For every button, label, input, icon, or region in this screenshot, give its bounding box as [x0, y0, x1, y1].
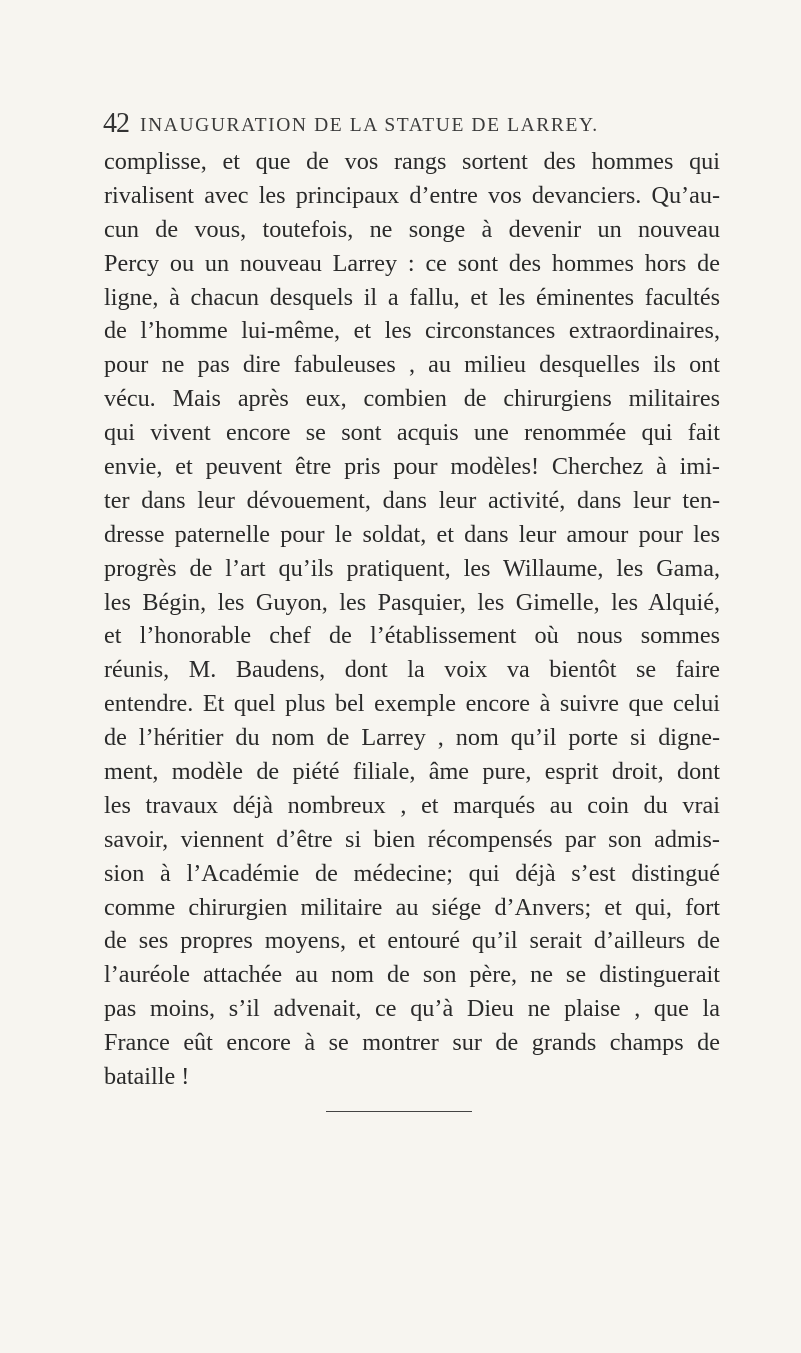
- text-line: Percy ou un nouveau Larrey : ce sont des hommes hors de: [104, 249, 720, 277]
- text-line: envie, et peuvent être pris pour modèles! Cherchez à imi-: [104, 453, 720, 481]
- text-line: ligne, à chacun desquels il a fallu, et les éminentes facultés: [104, 283, 720, 311]
- text-line: cun de vous, toutefois, ne songe à devenir un nouveau: [104, 215, 720, 243]
- text-line: réunis, M. Baudens, dont la voix va bientôt se faire: [104, 656, 720, 684]
- text-line: de l’homme lui-même, et les circonstances extraordinaires,: [104, 317, 720, 345]
- text-line: de l’héritier du nom de Larrey , nom qu’il porte si digne-: [104, 724, 720, 752]
- text-line: progrès de l’art qu’ils pratiquent, les Willaume, les Gama,: [104, 554, 720, 582]
- text-line: et l’honorable chef de l’établissement où nous sommes: [104, 622, 720, 650]
- text-line: France eût encore à se montrer sur de grands champs de: [104, 1029, 720, 1057]
- text-line: qui vivent encore se sont acquis une renommée qui fait: [104, 419, 720, 447]
- text-line: complisse, et que de vos rangs sortent des hommes qui: [104, 148, 720, 175]
- section-divider-rule: [326, 1111, 472, 1112]
- text-line: ter dans leur dévouement, dans leur activité, dans leur ten-: [104, 486, 720, 514]
- page-number: 42: [103, 108, 129, 139]
- text-line: pas moins, s’il advenait, ce qu’à Dieu ne plaise , que la: [104, 995, 720, 1023]
- text-line: de ses propres moyens, et entouré qu’il serait d’ailleurs de: [104, 927, 720, 955]
- text-line: les Bégin, les Guyon, les Pasquier, les Gimelle, les Alquié,: [104, 588, 720, 616]
- page-header: [103, 104, 723, 144]
- text-line: ment, modèle de piété filiale, âme pure, esprit droit, dont: [104, 758, 720, 786]
- text-line: dresse paternelle pour le soldat, et dans leur amour pour les: [104, 520, 720, 548]
- running-head: INAUGURATION DE LA STATUE DE LARREY.: [140, 115, 599, 136]
- text-line: les travaux déjà nombreux , et marqués au coin du vrai: [104, 791, 720, 819]
- text-line: comme chirurgien militaire au siége d’Anvers; et qui, fort: [104, 893, 720, 921]
- text-line: sion à l’Académie de médecine; qui déjà s’est distingué: [104, 859, 720, 887]
- text-line: rivalisent avec les principaux d’entre vos devanciers. Qu’au-: [104, 181, 720, 209]
- text-line: savoir, viennent d’être si bien récompensés par son admis-: [104, 825, 720, 853]
- text-line: l’auréole attachée au nom de son père, ne se distinguerait: [104, 961, 720, 989]
- text-line: pour ne pas dire fabuleuses , au milieu desquelles ils ont: [104, 351, 720, 379]
- text-line-last: bataille !: [104, 1063, 190, 1091]
- text-line: vécu. Mais après eux, combien de chirurgiens militaires: [104, 385, 720, 413]
- body-paragraph: [104, 145, 720, 1094]
- text-line: entendre. Et quel plus bel exemple encore à suivre que celui: [104, 690, 720, 718]
